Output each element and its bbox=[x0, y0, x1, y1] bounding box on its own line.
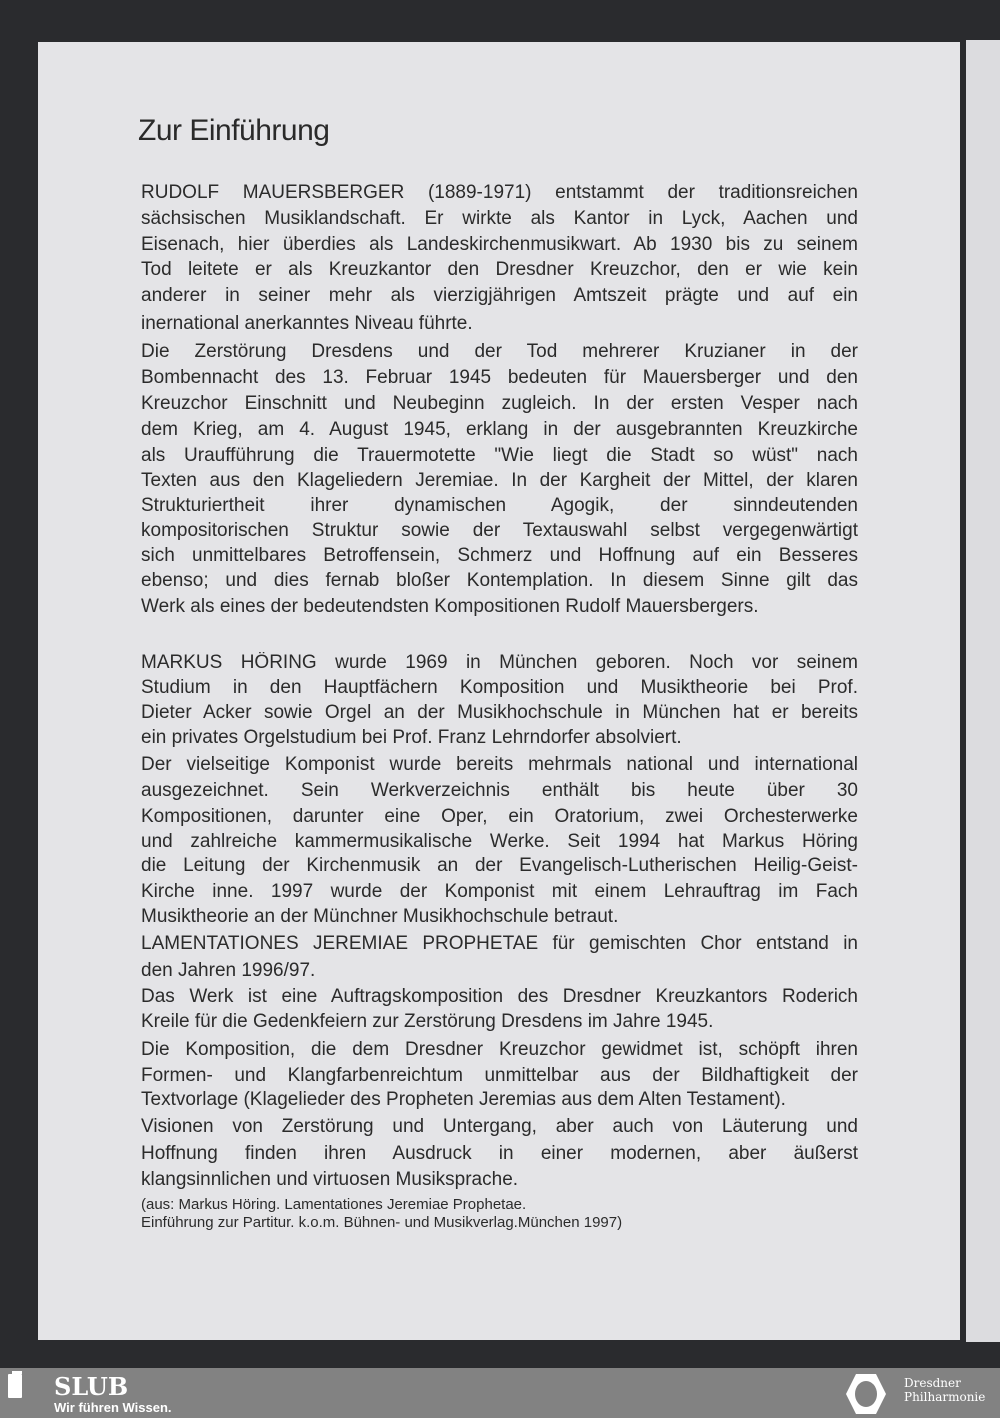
slub-logo-text: SLUB bbox=[54, 1372, 129, 1401]
philharmonie-logo-icon bbox=[846, 1372, 886, 1416]
partner-line-1: Dresdner bbox=[904, 1376, 961, 1390]
text-line: LAMENTATIONES JEREMIAE PROPHETAE für gemischten Chor entstand in bbox=[141, 933, 858, 954]
footer-bar bbox=[0, 1368, 1000, 1418]
text-line: Die Zerstörung Dresdens und der Tod mehrerer Kruzianer in der bbox=[141, 341, 858, 362]
text-line: Texten aus den Klageliedern Jeremiae. In der Kargheit der Mittel, der klaren bbox=[141, 470, 858, 491]
partner-logo-text bbox=[904, 1376, 985, 1404]
text-line: (aus: Markus Höring. Lamentationes Jeremiae Prophetae. bbox=[141, 1196, 527, 1213]
text-line: RUDOLF MAUERSBERGER (1889-1971) entstammt der traditionsreichen bbox=[141, 182, 858, 203]
text-line: Textvorlage (Klagelieder des Propheten Jeremias aus dem Alten Testament). bbox=[141, 1089, 786, 1110]
text-line: den Jahren 1996/97. bbox=[141, 960, 316, 981]
text-line: ebenso; und dies fernab bloßer Kontemplation. In diesem Sinne gilt das bbox=[141, 570, 858, 591]
text-line: Das Werk ist eine Auftragskomposition des Dresdner Kreuzkantors Roderich bbox=[141, 986, 858, 1007]
text-line: Der vielseitige Komponist wurde bereits mehrmals national und international bbox=[141, 754, 858, 775]
text-line: die Leitung der Kirchenmusik an der Evangelisch-Lutherischen Heilig-Geist- bbox=[141, 855, 858, 876]
text-line: und zahlreiche kammermusikalische Werke. Seit 1994 hat Markus Höring bbox=[141, 831, 858, 852]
page-title: Zur Einführung bbox=[138, 114, 330, 147]
text-line: Bombennacht des 13. Februar 1945 bedeuten für Mauersberger und den bbox=[141, 367, 858, 388]
slub-tagline: Wir führen Wissen. bbox=[54, 1400, 172, 1415]
partner-line-2: Philharmonie bbox=[904, 1390, 986, 1404]
text-line: Hoffnung finden ihren Ausdruck in einer modernen, aber äußerst bbox=[141, 1143, 858, 1164]
text-line: Dieter Acker sowie Orgel an der Musikhochschule in München hat er bereits bbox=[141, 702, 858, 723]
text-line: ausgezeichnet. Sein Werkverzeichnis enthält bis heute über 30 bbox=[141, 780, 858, 801]
text-line: Kirche inne. 1997 wurde der Komponist mit einem Lehrauftrag im Fach bbox=[141, 881, 858, 902]
text-line: dem Krieg, am 4. August 1945, erklang in der ausgebrannten Kreuzkirche bbox=[141, 419, 858, 440]
text-line: Musiktheorie an der Münchner Musikhochschule betraut. bbox=[141, 906, 619, 927]
text-line: klangsinnlichen und virtuosen Musiksprache. bbox=[141, 1169, 519, 1190]
text-line: Einführung zur Partitur. k.o.m. Bühnen- und Musikverlag.München 1997) bbox=[141, 1214, 623, 1231]
slub-book-icon bbox=[8, 1374, 22, 1398]
text-line: sächsischen Musiklandschaft. Er wirkte als Kantor in Lyck, Aachen und bbox=[141, 208, 858, 229]
text-line: Tod leitete er als Kreuzkantor den Dresdner Kreuzchor, den er wie kein bbox=[141, 259, 858, 280]
text-line: Kreuzchor Einschnitt und Neubeginn zugleich. In der ersten Vesper nach bbox=[141, 393, 858, 414]
text-line: Kreile für die Gedenkfeiern zur Zerstörung Dresdens im Jahre 1945. bbox=[141, 1011, 714, 1032]
text-line: inernational anerkanntes Niveau führte. bbox=[141, 313, 473, 334]
text-line: Eisenach, hier überdies als Landeskirchenmusikwart. Ab 1930 bis zu seinem bbox=[141, 234, 858, 255]
text-line: MARKUS HÖRING wurde 1969 in München geboren. Noch vor seinem bbox=[141, 652, 858, 673]
text-line: anderer in seiner mehr als vierzigjährigen Amtszeit prägte und auf ein bbox=[141, 285, 858, 306]
text-line: kompositorischen Struktur sowie der Textauswahl selbst vergegenwärtigt bbox=[141, 520, 858, 541]
text-line: Formen- und Klangfarbenreichtum unmittelbar aus der Bildhaftigkeit der bbox=[141, 1065, 858, 1086]
text-line: als Uraufführung die Trauermotette "Wie liegt die Stadt so wüst" nach bbox=[141, 445, 858, 466]
text-line: Studium in den Hauptfächern Komposition und Musiktheorie bei Prof. bbox=[141, 677, 858, 698]
text-line: Strukturiertheit ihrer dynamischen Agogik, der sinndeutenden bbox=[141, 495, 858, 516]
text-line: Werk als eines der bedeutendsten Kompositionen Rudolf Mauersbergers. bbox=[141, 596, 759, 617]
text-line: Visionen von Zerstörung und Untergang, aber auch von Läuterung und bbox=[141, 1116, 858, 1137]
text-line: Die Komposition, die dem Dresdner Kreuzchor gewidmet ist, schöpft ihren bbox=[141, 1039, 858, 1060]
text-line: ein privates Orgelstudium bei Prof. Franz Lehrndorfer absolviert. bbox=[141, 727, 682, 748]
text-line: Kompositionen, darunter eine Oper, ein Oratorium, zwei Orchesterwerke bbox=[141, 806, 858, 827]
adjacent-page-edge bbox=[966, 40, 1000, 1342]
text-line: sich unmittelbares Betroffensein, Schmerz und Hoffnung auf ein Besseres bbox=[141, 545, 858, 566]
